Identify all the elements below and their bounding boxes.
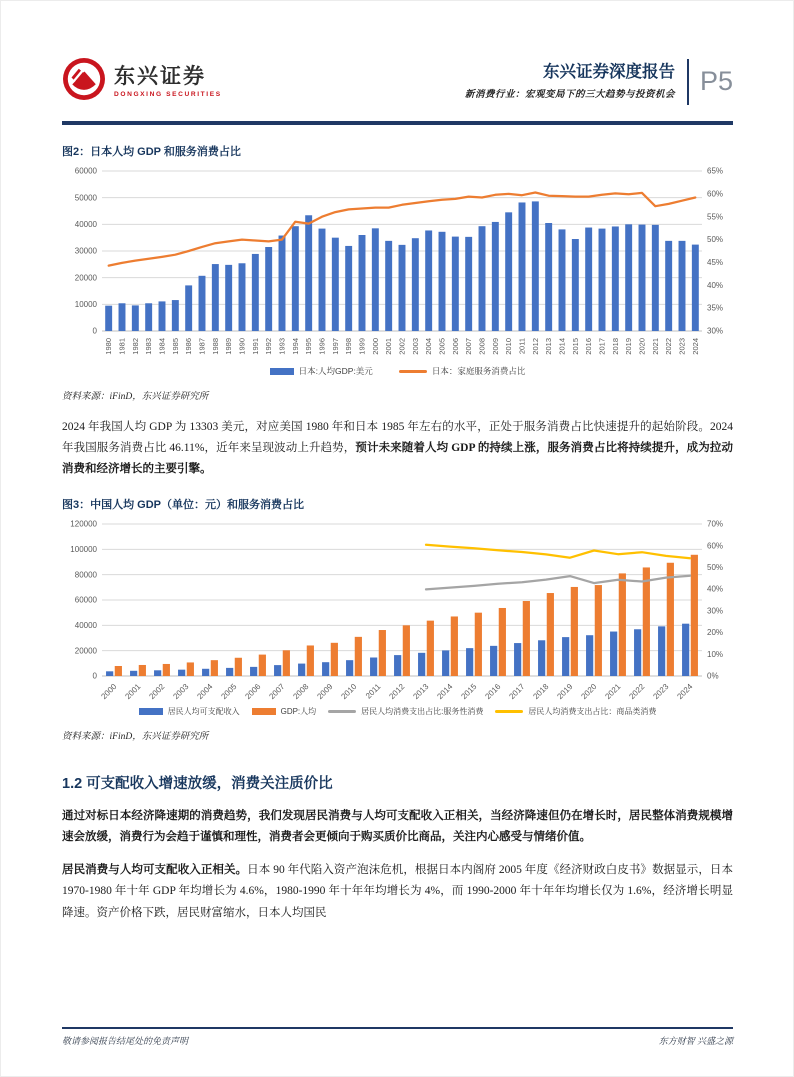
svg-text:2017: 2017 <box>597 337 607 355</box>
china-gdp-service-chart <box>62 518 735 704</box>
svg-text:2008: 2008 <box>477 337 487 355</box>
svg-text:30%: 30% <box>707 606 724 616</box>
svg-text:2005: 2005 <box>437 337 447 355</box>
svg-text:40000: 40000 <box>74 219 97 229</box>
svg-text:1984: 1984 <box>157 337 167 355</box>
svg-text:1994: 1994 <box>290 337 300 355</box>
svg-text:1995: 1995 <box>304 337 314 355</box>
legend-item <box>495 706 656 717</box>
section-paragraph-bold: 通过对标日本经济降速期的消费趋势，我们发现居民消费与人均可支配收入正相关，当经济降速但仍在增长时，居民整体消费规模增速会放缓，消费行为会趋于谨慎和理性，消费者会更倾向于购买质价比商品，关注内心感受与情绪价值。 <box>62 809 733 844</box>
logo-name-cn: 东兴证券 <box>114 64 206 88</box>
svg-text:2002: 2002 <box>147 682 167 701</box>
svg-text:1992: 1992 <box>264 337 274 355</box>
svg-text:2010: 2010 <box>339 682 359 701</box>
header-right <box>465 59 733 105</box>
svg-text:2008: 2008 <box>291 682 311 701</box>
legend-item <box>270 365 373 377</box>
figure2-source: 资料来源：iFinD，东兴证券研究所 <box>62 391 209 402</box>
svg-text:2013: 2013 <box>544 337 554 355</box>
svg-text:2006: 2006 <box>450 337 460 355</box>
footer-rule <box>62 1027 733 1029</box>
paragraph-normal-text: 2024 年我国人均 GDP 为 13303 美元，对应美国 1980 年和日本 1985 年左右的水平，正处于服务消费占比快速提升的起始阶段。2024 年我国服务消费占比 46.11%，近年来呈现波动上升趋势， <box>62 420 733 454</box>
svg-text:2005: 2005 <box>219 682 239 701</box>
svg-text:80000: 80000 <box>74 570 97 580</box>
svg-text:2011: 2011 <box>517 337 527 354</box>
page-header <box>62 57 733 106</box>
svg-text:2014: 2014 <box>435 682 455 701</box>
svg-text:2000: 2000 <box>99 682 119 701</box>
svg-text:45%: 45% <box>707 257 724 267</box>
legend-label: 居民人均消费支出占比:服务性消费 <box>361 706 484 716</box>
svg-text:2009: 2009 <box>315 682 335 701</box>
page-number: P5 <box>699 66 733 96</box>
svg-text:2007: 2007 <box>464 337 474 355</box>
svg-text:70%: 70% <box>707 519 724 529</box>
legend-item <box>139 706 240 717</box>
svg-text:2020: 2020 <box>579 682 599 701</box>
svg-text:2006: 2006 <box>243 682 263 701</box>
svg-text:2007: 2007 <box>267 682 287 701</box>
footer-slogan: 东方财智 兴盛之源 <box>658 1035 733 1046</box>
paragraph-rest-text: 日本 90 年代陷入资产泡沫危机，根据日本内阁府 2005 年度《经济财政白皮书》数据显示，日本 1970-1980 年十年 GDP 年均增长为 4.6%，1980-1990 年十年年均增长为 4%，而 1990-2000 年十年年均增长仅为 1.6%，经济增长明显降速。资产价格下跌，居民财富缩水，日本人均国民 <box>62 864 733 919</box>
logo-text <box>114 66 222 98</box>
svg-text:1997: 1997 <box>330 337 340 355</box>
svg-text:2024: 2024 <box>675 682 695 701</box>
svg-text:20%: 20% <box>707 628 724 638</box>
svg-text:2020: 2020 <box>637 337 647 355</box>
svg-text:1999: 1999 <box>357 337 367 355</box>
svg-text:60000: 60000 <box>74 166 97 176</box>
bar-swatch-icon <box>270 368 294 375</box>
legend-label: 日本:人均GDP:美元 <box>298 365 373 376</box>
svg-text:2016: 2016 <box>483 682 503 701</box>
svg-text:2012: 2012 <box>530 337 540 355</box>
svg-text:20000: 20000 <box>74 646 97 656</box>
svg-text:2023: 2023 <box>677 337 687 355</box>
paragraph-lead-bold: 居民消费与人均可支配收入正相关。 <box>62 864 248 877</box>
svg-text:1983: 1983 <box>144 337 154 355</box>
svg-text:2019: 2019 <box>624 337 634 355</box>
svg-text:2021: 2021 <box>650 337 660 355</box>
svg-text:40%: 40% <box>707 584 724 594</box>
header-titles <box>465 63 675 101</box>
svg-text:10%: 10% <box>707 649 724 659</box>
figure3-legend <box>62 706 733 717</box>
svg-text:2013: 2013 <box>411 682 431 701</box>
svg-text:1982: 1982 <box>130 337 140 355</box>
dongxing-logo-icon <box>62 57 106 106</box>
svg-text:2009: 2009 <box>490 337 500 355</box>
svg-text:60000: 60000 <box>74 595 97 605</box>
svg-text:1986: 1986 <box>184 337 194 355</box>
svg-text:2022: 2022 <box>627 682 647 701</box>
svg-text:2021: 2021 <box>603 682 623 701</box>
svg-text:1993: 1993 <box>277 337 287 355</box>
header-divider <box>687 59 689 105</box>
line-swatch-icon <box>495 710 523 713</box>
svg-text:120000: 120000 <box>70 519 97 529</box>
section-heading-1-2: 1.2 可支配收入增速放缓，消费关注质价比 <box>62 775 333 792</box>
svg-text:2004: 2004 <box>195 682 215 701</box>
svg-text:0: 0 <box>92 671 97 681</box>
svg-text:35%: 35% <box>707 303 724 313</box>
svg-text:2010: 2010 <box>504 337 514 355</box>
figure3-title: 图3：中国人均 GDP（单位：元）和服务消费占比 <box>62 498 305 511</box>
paragraph-bold-text: 预计未来随着人均 GDP 的持续上涨，服务消费占比将持续提升，成为拉动消费和经济增长的主要引擎。 <box>62 441 733 475</box>
svg-text:10000: 10000 <box>74 299 97 309</box>
svg-text:1980: 1980 <box>104 337 114 355</box>
svg-text:60%: 60% <box>707 188 724 198</box>
svg-text:2012: 2012 <box>387 682 407 701</box>
svg-text:2000: 2000 <box>370 337 380 355</box>
line-swatch-icon <box>328 710 356 713</box>
svg-text:1985: 1985 <box>170 337 180 355</box>
svg-text:2022: 2022 <box>664 337 674 355</box>
svg-text:2018: 2018 <box>531 682 551 701</box>
svg-text:55%: 55% <box>707 211 724 221</box>
svg-text:2023: 2023 <box>651 682 671 701</box>
legend-item <box>252 706 317 717</box>
logo-name-en: DONGXING SECURITIES <box>114 90 222 98</box>
svg-text:1989: 1989 <box>224 337 234 355</box>
svg-text:60%: 60% <box>707 541 724 551</box>
svg-text:2003: 2003 <box>171 682 191 701</box>
bar-swatch-icon <box>252 708 276 715</box>
svg-text:2001: 2001 <box>384 337 394 355</box>
svg-text:30000: 30000 <box>74 246 97 256</box>
svg-text:1988: 1988 <box>210 337 220 355</box>
svg-text:1996: 1996 <box>317 337 327 355</box>
page-footer <box>62 1027 733 1047</box>
svg-text:50000: 50000 <box>74 192 97 202</box>
svg-text:65%: 65% <box>707 166 724 176</box>
svg-text:1998: 1998 <box>344 337 354 355</box>
bar-swatch-icon <box>139 708 163 715</box>
legend-label: 居民人均可支配收入 <box>167 706 240 716</box>
legend-item <box>399 365 526 377</box>
svg-text:2015: 2015 <box>459 682 479 701</box>
svg-text:100000: 100000 <box>70 544 97 554</box>
svg-text:2004: 2004 <box>424 337 434 355</box>
japan-gdp-service-chart <box>62 165 735 363</box>
legend-label: 居民人均消费支出占比：商品类消费 <box>528 706 657 716</box>
report-type-title: 东兴证券深度报告 <box>542 62 675 81</box>
svg-text:20000: 20000 <box>74 272 97 282</box>
svg-text:40%: 40% <box>707 280 724 290</box>
svg-text:2017: 2017 <box>507 682 527 701</box>
svg-text:2002: 2002 <box>397 337 407 355</box>
svg-text:1990: 1990 <box>237 337 247 355</box>
svg-text:40000: 40000 <box>74 620 97 630</box>
svg-text:0%: 0% <box>707 671 719 681</box>
svg-text:2015: 2015 <box>570 337 580 355</box>
paragraph-japan-bubble <box>62 860 733 923</box>
company-logo <box>62 57 222 106</box>
svg-text:1981: 1981 <box>117 337 127 355</box>
svg-text:2018: 2018 <box>610 337 620 355</box>
svg-text:1987: 1987 <box>197 337 207 355</box>
legend-label: 日本：家庭服务消费占比 <box>431 365 526 376</box>
figure2-legend <box>62 365 733 377</box>
legend-item <box>328 706 483 717</box>
svg-text:2014: 2014 <box>557 337 567 355</box>
svg-text:2024: 2024 <box>690 337 700 355</box>
svg-text:2001: 2001 <box>123 682 143 701</box>
report-subtitle: 新消费行业：宏观变局下的三大趋势与投资机会 <box>464 90 675 101</box>
figure3-source: 资料来源：iFinD，东兴证券研究所 <box>62 731 209 742</box>
paragraph-gdp-comparison <box>62 417 733 480</box>
svg-text:50%: 50% <box>707 234 724 244</box>
legend-label: GDP:人均 <box>280 706 317 716</box>
line-swatch-icon <box>399 370 427 373</box>
svg-text:30%: 30% <box>707 326 724 336</box>
figure2-title: 图2：日本人均 GDP 和服务消费占比 <box>62 145 241 158</box>
svg-text:2019: 2019 <box>555 682 575 701</box>
svg-text:2011: 2011 <box>363 682 383 701</box>
header-rule <box>62 121 733 125</box>
svg-text:50%: 50% <box>707 562 724 572</box>
svg-text:2016: 2016 <box>584 337 594 355</box>
svg-text:2003: 2003 <box>410 337 420 355</box>
footer-disclaimer: 敬请参阅报告结尾处的免责声明 <box>62 1035 189 1046</box>
svg-text:0: 0 <box>92 326 97 336</box>
svg-text:1991: 1991 <box>250 337 260 355</box>
